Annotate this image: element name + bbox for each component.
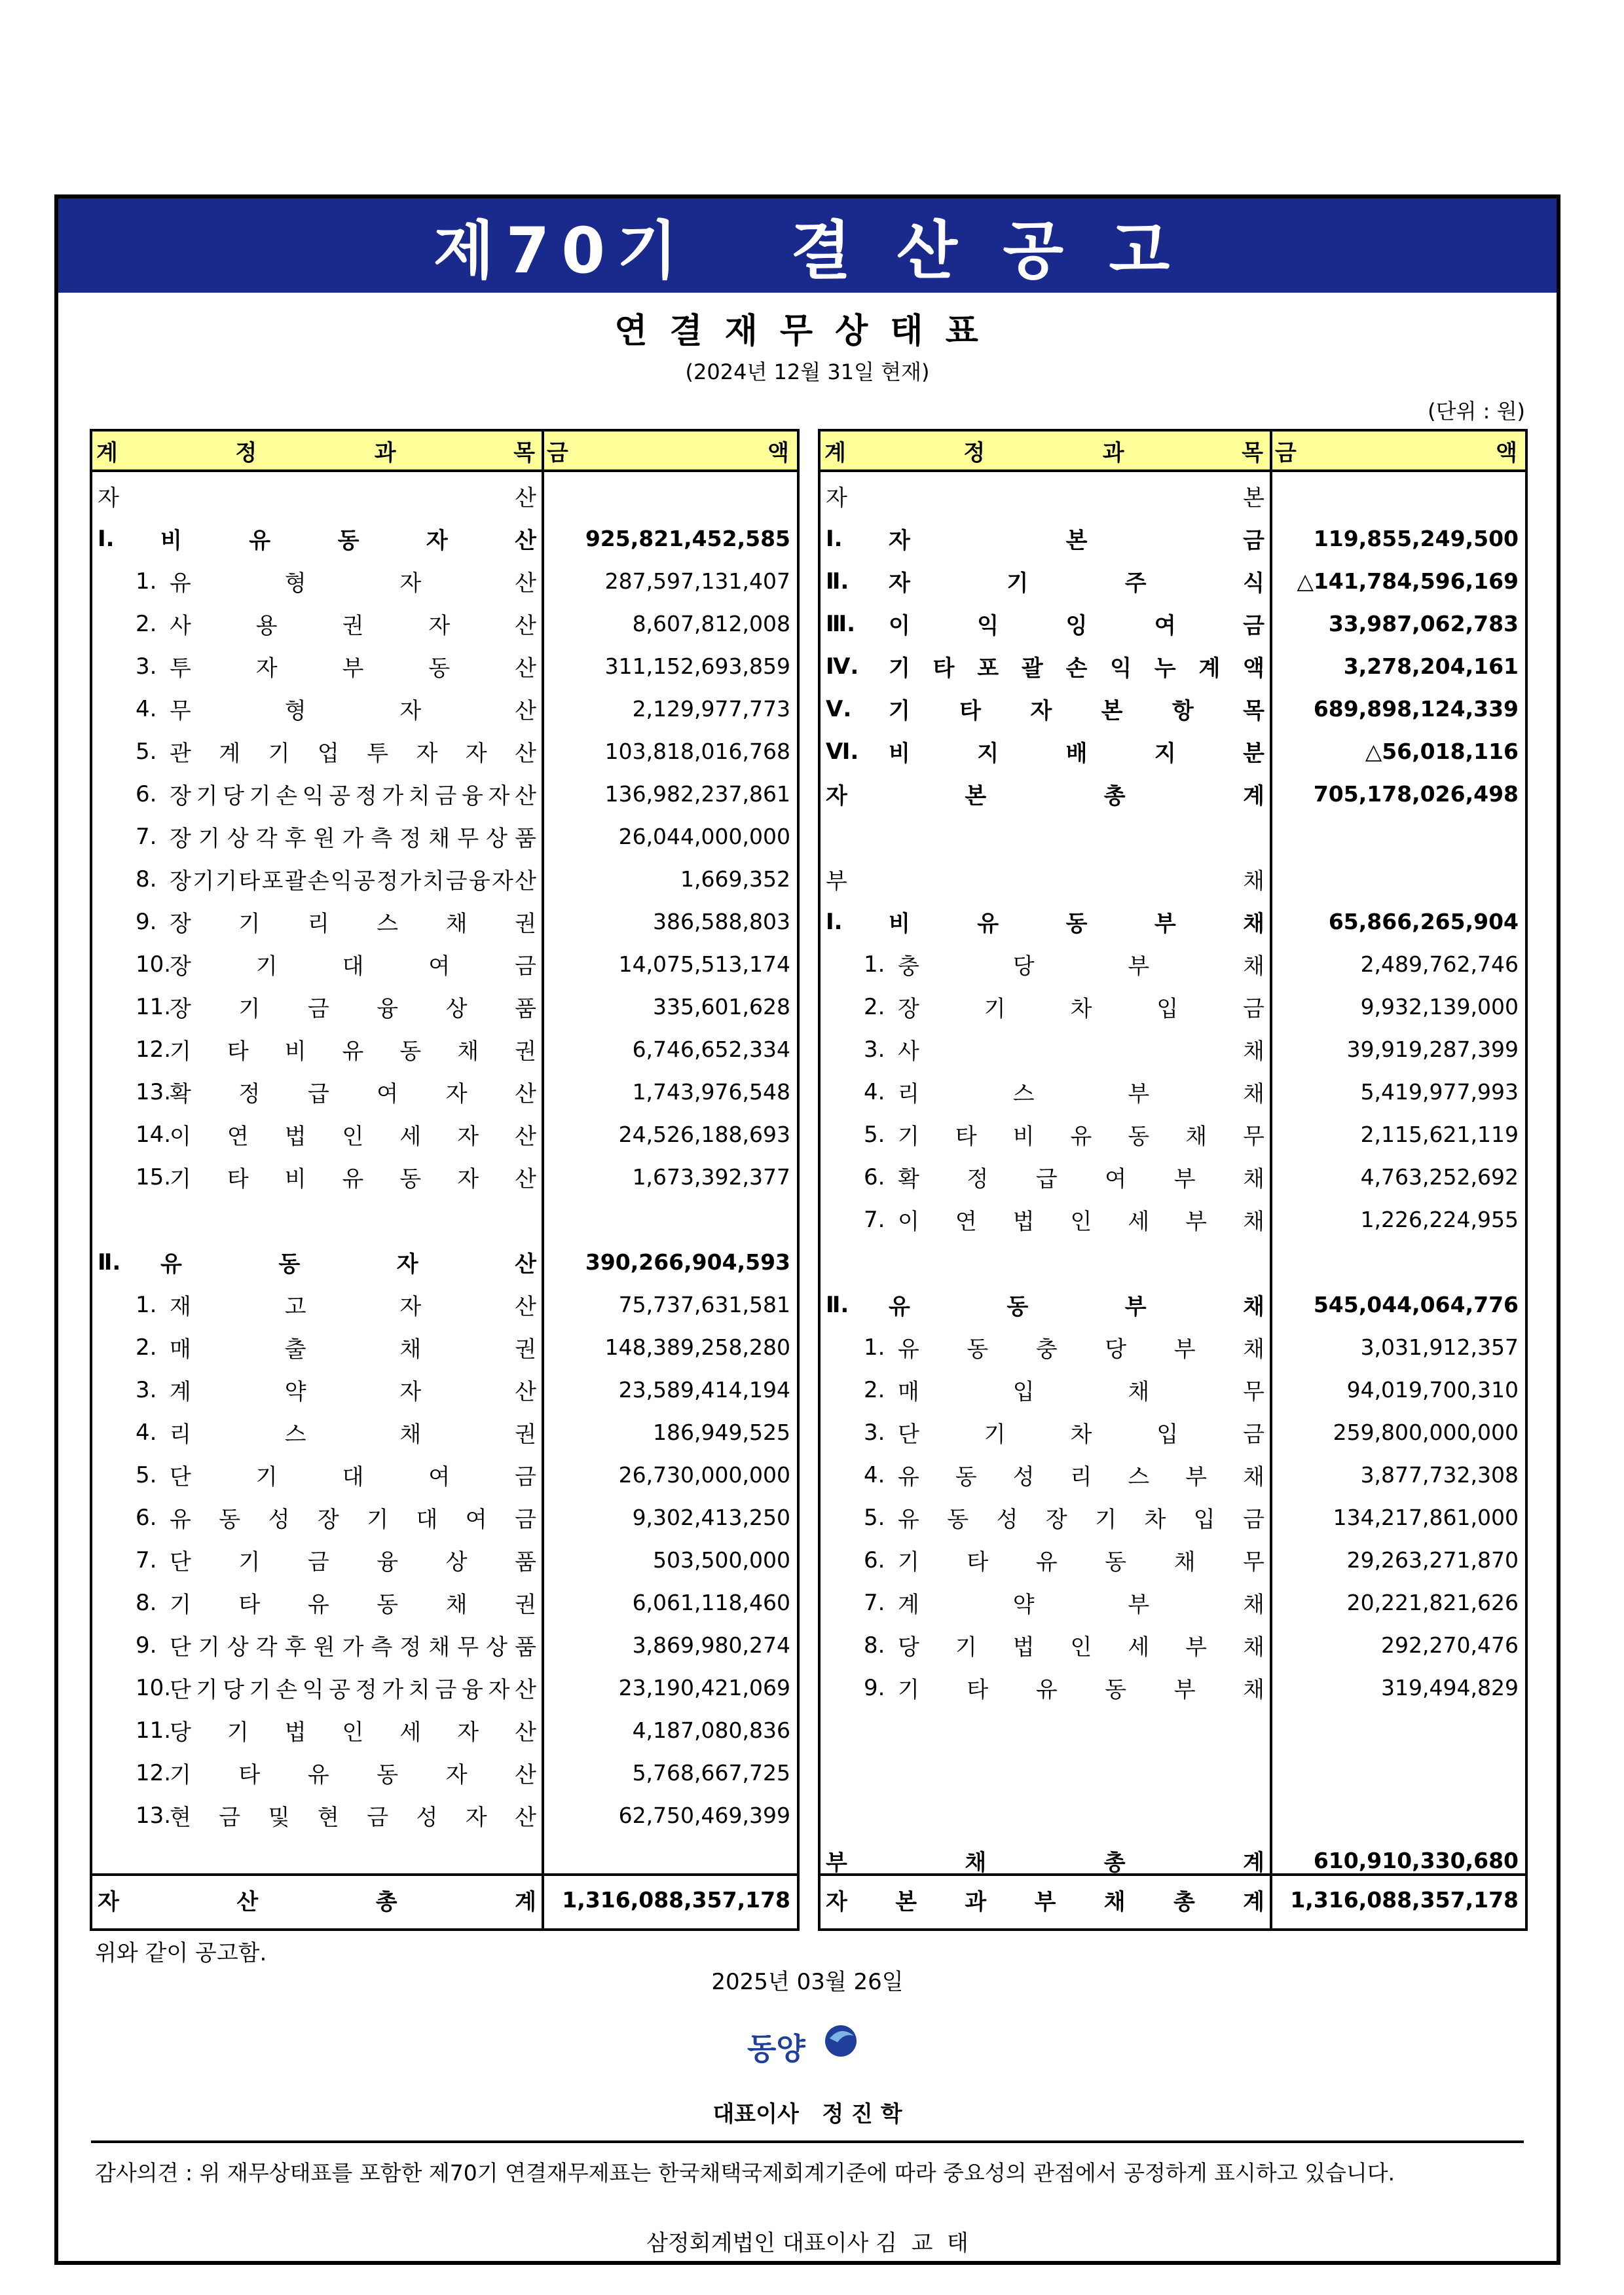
header-amount: 금 액: [547, 439, 789, 466]
row-number: 1.: [864, 1334, 885, 1361]
row-amount: 545,044,064,776: [1313, 1292, 1519, 1317]
title-banner: [58, 198, 1557, 293]
row-amount: 26,730,000,000: [618, 1462, 790, 1488]
row-account-name: 무 형 자 산: [170, 698, 536, 724]
table-row: [92, 1454, 797, 1496]
row-number: Ⅱ.: [826, 568, 849, 595]
row-number: Ⅲ.: [826, 610, 856, 637]
divider: [91, 2140, 1524, 2143]
row-number: 7.: [136, 823, 157, 850]
table-row: [92, 1028, 797, 1071]
row-number: 1.: [136, 568, 157, 595]
row-number: 5.: [864, 1121, 885, 1148]
row-amount: [1272, 858, 1519, 900]
row-number: 3.: [864, 1036, 885, 1063]
row-number: Ⅱ.: [826, 1291, 849, 1318]
row-amount: 3,278,204,161: [1343, 653, 1519, 679]
table-row: [821, 1581, 1525, 1624]
table-row: [92, 1368, 797, 1411]
table-header: [92, 431, 797, 472]
row-number: 8.: [864, 1632, 885, 1659]
row-account-name: 유 동 성 장 기 대 여 금: [170, 1507, 536, 1533]
row-number: 3.: [136, 1376, 157, 1403]
row-account-name: 자 본: [826, 485, 1264, 511]
row-account-name: 유 동 충 당 부 채: [898, 1336, 1264, 1363]
row-amount: 3,031,912,357: [1360, 1334, 1519, 1360]
liabilities-equity-table: [818, 429, 1528, 1931]
table-row: [821, 1368, 1525, 1411]
row-number: 4.: [136, 1419, 157, 1446]
row-number: 14.: [136, 1121, 172, 1148]
table-row: [821, 1496, 1525, 1539]
row-number: Ⅵ.: [826, 738, 859, 765]
table-row: [821, 645, 1525, 688]
table-row: [92, 815, 797, 858]
row-number: Ⅴ.: [826, 695, 852, 722]
table-row: [821, 1539, 1525, 1581]
row-amount: 3,869,980,274: [632, 1632, 790, 1658]
row-account-name: 이 익 잉 여 금: [889, 613, 1264, 639]
row-account-name: 매 출 채 권: [170, 1336, 536, 1363]
assets-total-row: [92, 1879, 797, 1921]
table-row: [92, 560, 797, 602]
row-amount: 65,866,265,904: [1328, 909, 1519, 934]
row-account-name: 유 동 성 리 스 부 채: [898, 1464, 1264, 1490]
row-number: Ⅰ.: [98, 525, 115, 552]
total-divider: [92, 1873, 797, 1876]
liabilities-total-label: 부 채 총 계: [826, 1850, 1264, 1876]
notice-text: 위와 같이 공고함.: [95, 1940, 267, 1966]
row-amount: 39,919,287,399: [1346, 1037, 1519, 1062]
row-account-name: 사 용 권 자 산: [170, 613, 536, 639]
table-row: [92, 1241, 797, 1283]
row-amount: 8,607,812,008: [632, 611, 790, 636]
row-amount: 136,982,237,861: [604, 781, 790, 807]
table-row: [821, 985, 1525, 1028]
table-row: [92, 1496, 797, 1539]
row-number: 2.: [864, 993, 885, 1020]
row-amount: 287,597,131,407: [604, 568, 790, 594]
row-amount: 94,019,700,310: [1346, 1377, 1519, 1403]
row-account-name: 장 기 차 입 금: [898, 996, 1264, 1022]
row-account-name: 계 약 자 산: [170, 1379, 536, 1405]
grand-total-row: [821, 1879, 1525, 1921]
company-logo: [739, 2019, 870, 2071]
table-row: [92, 1283, 797, 1326]
row-amount: 386,588,803: [653, 909, 790, 934]
row-number: 5.: [136, 1461, 157, 1488]
row-account-name: 리 스 부 채: [898, 1081, 1264, 1107]
row-account-name: 투 자 부 동 산: [170, 655, 536, 682]
row-account-name: 기 타 유 동 부 채: [898, 1677, 1264, 1703]
row-amount: 1,743,976,548: [632, 1079, 790, 1105]
assets-total-amount: 1,316,088,357,178: [562, 1887, 790, 1913]
row-amount: 4,187,080,836: [632, 1717, 790, 1743]
row-number: Ⅱ.: [98, 1249, 121, 1276]
row-amount: [1272, 475, 1519, 517]
row-account-name: 기 타 비 유 동 채 권: [170, 1038, 536, 1065]
table-row: [92, 645, 797, 688]
table-row: [821, 1071, 1525, 1113]
row-amount: 925,821,452,585: [585, 526, 790, 551]
row-amount: 103,818,016,768: [604, 739, 790, 764]
row-amount: 9,932,139,000: [1360, 994, 1519, 1019]
row-amount: 186,949,525: [653, 1420, 790, 1445]
ceo-signature: 대표이사 정 진 학: [712, 2101, 902, 2127]
table-row: [92, 773, 797, 815]
row-amount: 311,152,693,859: [604, 653, 790, 679]
row-account-name: 장 기 상 각 후 원 가 측 정 채 무 상 품: [170, 826, 536, 852]
table-row: [821, 1283, 1525, 1326]
row-amount: [1272, 815, 1519, 858]
table-row: [821, 815, 1525, 858]
table-row: [92, 1709, 797, 1752]
table-row: [92, 985, 797, 1028]
table-row: [92, 1624, 797, 1666]
logo-text: 동양: [747, 2031, 805, 2066]
row-number: 11.: [136, 1717, 172, 1744]
table-row: [821, 943, 1525, 985]
row-amount: 6,746,652,334: [632, 1037, 790, 1062]
row-amount: 705,178,026,498: [1313, 781, 1519, 807]
row-number: 2.: [864, 1376, 885, 1403]
row-number: 9.: [136, 1632, 157, 1659]
table-row: [92, 1539, 797, 1581]
row-amount: 5,419,977,993: [1360, 1079, 1519, 1105]
row-account-name: 유 동 성 장 기 차 입 금: [898, 1507, 1264, 1533]
row-account-name: 장 기 기 타 포 괄 손 익 공 정 가 치 금 융 자 산: [170, 868, 536, 894]
row-amount: 20,221,821,626: [1346, 1590, 1519, 1615]
table-row: [821, 602, 1525, 645]
row-account-name: 유 동 부 채: [889, 1294, 1264, 1320]
table-row: [92, 1326, 797, 1368]
table-row: [821, 1113, 1525, 1156]
title-period: 제70기: [433, 213, 690, 287]
row-account-name: 관 계 기 업 투 자 자 산: [170, 741, 536, 767]
row-number: 3.: [136, 653, 157, 680]
row-account-name: 단 기 금 융 상 품: [170, 1549, 536, 1575]
row-amount: 4,763,252,692: [1360, 1164, 1519, 1190]
row-amount: 3,877,732,308: [1360, 1462, 1519, 1488]
row-account-name: 비 유 동 부 채: [889, 911, 1264, 937]
table-row: [92, 1752, 797, 1794]
row-amount: 335,601,628: [653, 994, 790, 1019]
row-number: 2.: [136, 610, 157, 637]
header-account: 계 정 과 목: [96, 439, 535, 466]
row-number: 11.: [136, 993, 172, 1020]
table-row: [821, 475, 1525, 517]
row-account-name: 단 기 상 각 후 원 가 측 정 채 무 상 품: [170, 1634, 536, 1661]
logo-globe-icon: [825, 2025, 857, 2057]
row-number: 9.: [136, 908, 157, 935]
row-number: 8.: [136, 1589, 157, 1616]
table-row: [92, 517, 797, 560]
row-account-name: 자 산: [98, 485, 536, 511]
row-number: 4.: [864, 1461, 885, 1488]
row-amount: 148,389,258,280: [604, 1334, 790, 1360]
row-account-name: 부 채: [826, 868, 1264, 894]
title-text: 결 산 공 고: [790, 213, 1182, 287]
notice-frame: [54, 194, 1560, 2265]
row-amount: 1,673,392,377: [632, 1164, 790, 1190]
table-row: [821, 517, 1525, 560]
row-amount: 2,129,977,773: [632, 696, 790, 722]
row-account-name: 자 기 주 식: [889, 570, 1264, 597]
table-row: [92, 688, 797, 730]
row-account-name: 장 기 대 여 금: [170, 953, 536, 980]
row-amount: 319,494,829: [1381, 1675, 1519, 1700]
row-number: 4.: [864, 1078, 885, 1105]
table-row: [821, 688, 1525, 730]
row-account-name: 유 동 자 산: [160, 1251, 536, 1277]
row-amount: 1,226,224,955: [1360, 1207, 1519, 1232]
row-number: 12.: [136, 1759, 172, 1786]
row-account-name: 자 본 금: [889, 528, 1264, 554]
row-amount: 24,526,188,693: [618, 1122, 790, 1147]
audit-opinion: 감사의견 : 위 재무상태표를 포함한 제70기 연결재무제표는 한국채택국제회계기준에 따라 중요성의 관점에서 공정하게 표시하고 있습니다.: [95, 2160, 1395, 2186]
row-account-name: 기 타 유 동 채 무: [898, 1549, 1264, 1575]
row-account-name: 확 정 급 여 자 산: [170, 1081, 536, 1107]
table-row: [821, 1198, 1525, 1241]
table-row: [92, 1581, 797, 1624]
row-amount: [544, 475, 790, 517]
grand-total-amount: 1,316,088,357,178: [1290, 1887, 1519, 1913]
row-account-name: 기 타 유 동 채 권: [170, 1592, 536, 1618]
table-row: [92, 858, 797, 900]
row-account-name: 당 기 법 인 세 부 채: [898, 1634, 1264, 1661]
row-amount: 5,768,667,725: [632, 1760, 790, 1786]
row-number: 7.: [864, 1589, 885, 1616]
table-row: [92, 602, 797, 645]
auditor-signature: 삼정회계법인 대표이사 김 교 태: [646, 2230, 969, 2256]
row-account-name: 단 기 차 입 금: [898, 1422, 1264, 1448]
unit-label: (단위 : 원): [1428, 399, 1525, 424]
row-account-name: 장 기 리 스 채 권: [170, 911, 536, 937]
table-row: [92, 1794, 797, 1837]
table-row: [92, 1113, 797, 1156]
row-number: Ⅰ.: [826, 525, 843, 552]
assets-total-label: 자 산 총 계: [98, 1889, 536, 1915]
row-number: 10.: [136, 1674, 172, 1701]
row-number: 4.: [136, 695, 157, 722]
row-amount: 259,800,000,000: [1333, 1420, 1519, 1445]
row-amount: 119,855,249,500: [1313, 526, 1519, 551]
row-number: 6.: [864, 1547, 885, 1573]
total-divider: [821, 1873, 1525, 1876]
row-number: 5.: [864, 1504, 885, 1531]
row-account-name: 장 기 금 융 상 품: [170, 996, 536, 1022]
row-account-name: 충 당 부 채: [898, 953, 1264, 980]
row-amount: 2,115,621,119: [1360, 1122, 1519, 1147]
row-account-name: 기 타 포 괄 손 익 누 계 액: [889, 655, 1264, 682]
row-amount: [544, 1198, 790, 1241]
row-account-name: 현 금 및 현 금 성 자 산: [170, 1805, 536, 1831]
row-number: 8.: [136, 866, 157, 892]
row-number: 13.: [136, 1078, 172, 1105]
row-amount: △56,018,116: [1365, 739, 1519, 764]
row-amount: 1,669,352: [680, 866, 790, 892]
table-row: [92, 943, 797, 985]
row-number: 3.: [864, 1419, 885, 1446]
table-row: [821, 1624, 1525, 1666]
table-row: [92, 1071, 797, 1113]
row-amount: 26,044,000,000: [618, 824, 790, 849]
row-account-name: 확 정 급 여 부 채: [898, 1166, 1264, 1192]
header-amount: 금 액: [1275, 439, 1517, 466]
table-row: [92, 1156, 797, 1198]
row-number: 6.: [864, 1164, 885, 1190]
row-amount: 2,489,762,746: [1360, 951, 1519, 977]
row-number: 9.: [864, 1674, 885, 1701]
row-amount: 23,190,421,069: [618, 1675, 790, 1700]
row-account-name: 장 기 당 기 손 익 공 정 가 치 금 융 자 산: [170, 783, 536, 809]
table-row: [92, 730, 797, 773]
row-amount: 390,266,904,593: [585, 1249, 790, 1275]
row-amount: 503,500,000: [653, 1547, 790, 1573]
as-of-date: (2024년 12월 31일 현재): [685, 359, 930, 384]
table-row: [92, 475, 797, 517]
table-header: [821, 431, 1525, 472]
row-account-name: 리 스 채 권: [170, 1422, 536, 1448]
row-amount: 33,987,062,783: [1328, 611, 1519, 636]
table-row: [92, 1198, 797, 1241]
notice-date: 2025년 03월 26일: [711, 1969, 904, 1995]
table-row: [821, 1241, 1525, 1283]
table-row: [92, 900, 797, 943]
row-account-name: 자 본 총 계: [826, 783, 1264, 809]
row-amount: 292,270,476: [1381, 1632, 1519, 1658]
row-number: 1.: [136, 1291, 157, 1318]
table-row: [821, 1666, 1525, 1709]
row-number: Ⅰ.: [826, 908, 843, 935]
row-account-name: 매 입 채 무: [898, 1379, 1264, 1405]
row-amount: 134,217,861,000: [1333, 1505, 1519, 1530]
row-account-name: 기 타 비 유 동 자 산: [170, 1166, 536, 1192]
row-account-name: 단 기 대 여 금: [170, 1464, 536, 1490]
row-number: 5.: [136, 738, 157, 765]
table-row: [821, 1156, 1525, 1198]
row-account-name: 비 지 배 지 분: [889, 741, 1264, 767]
table-row: [92, 1411, 797, 1454]
row-account-name: 기 타 유 동 자 산: [170, 1762, 536, 1788]
header-account: 계 정 과 목: [824, 439, 1263, 466]
table-row: [821, 1326, 1525, 1368]
row-number: 6.: [136, 780, 157, 807]
row-number: 13.: [136, 1802, 172, 1829]
row-amount: 75,737,631,581: [618, 1292, 790, 1317]
statement-title: 연결재무상태표: [614, 312, 1001, 351]
row-number: 7.: [136, 1547, 157, 1573]
row-number: 7.: [864, 1206, 885, 1233]
assets-table: [90, 429, 800, 1931]
row-number: 10.: [136, 951, 172, 978]
liabilities-total-amount: 610,910,330,680: [1313, 1848, 1519, 1873]
table-row: [821, 773, 1525, 815]
table-row: [821, 1454, 1525, 1496]
row-number: 15.: [136, 1164, 172, 1190]
table-row: [821, 560, 1525, 602]
row-account-name: 당 기 법 인 세 자 산: [170, 1719, 536, 1746]
row-amount: 689,898,124,339: [1313, 696, 1519, 722]
row-account-name: 계 약 부 채: [898, 1592, 1264, 1618]
row-number: 1.: [864, 951, 885, 978]
row-amount: 62,750,469,399: [618, 1803, 790, 1828]
row-account-name: 이 연 법 인 세 자 산: [170, 1124, 536, 1150]
table-row: [821, 730, 1525, 773]
row-number: 6.: [136, 1504, 157, 1531]
row-account-name: 재 고 자 산: [170, 1294, 536, 1320]
row-number: Ⅳ.: [826, 653, 859, 680]
row-amount: 29,263,271,870: [1346, 1547, 1519, 1573]
row-number: 12.: [136, 1036, 172, 1063]
row-amount: 6,061,118,460: [632, 1590, 790, 1615]
row-account-name: 이 연 법 인 세 부 채: [898, 1209, 1264, 1235]
grand-total-label: 자 본 과 부 채 총 계: [826, 1889, 1264, 1915]
row-amount: △141,784,596,169: [1297, 568, 1519, 594]
row-amount: 9,302,413,250: [632, 1505, 790, 1530]
table-row: [92, 1666, 797, 1709]
row-account-name: 기 타 비 유 동 채 무: [898, 1124, 1264, 1150]
row-amount: 14,075,513,174: [618, 951, 790, 977]
table-row: [821, 858, 1525, 900]
row-account-name: 기 타 자 본 항 목: [889, 698, 1264, 724]
row-account-name: 사 채: [898, 1038, 1264, 1065]
table-row: [821, 900, 1525, 943]
row-number: 2.: [136, 1334, 157, 1361]
row-amount: [1272, 1241, 1519, 1283]
row-account-name: 비 유 동 자 산: [160, 528, 536, 554]
row-account-name: 유 형 자 산: [170, 570, 536, 597]
table-row: [821, 1411, 1525, 1454]
row-amount: 23,589,414,194: [618, 1377, 790, 1403]
row-account-name: 단 기 당 기 손 익 공 정 가 치 금 융 자 산: [170, 1677, 536, 1703]
table-row: [821, 1028, 1525, 1071]
